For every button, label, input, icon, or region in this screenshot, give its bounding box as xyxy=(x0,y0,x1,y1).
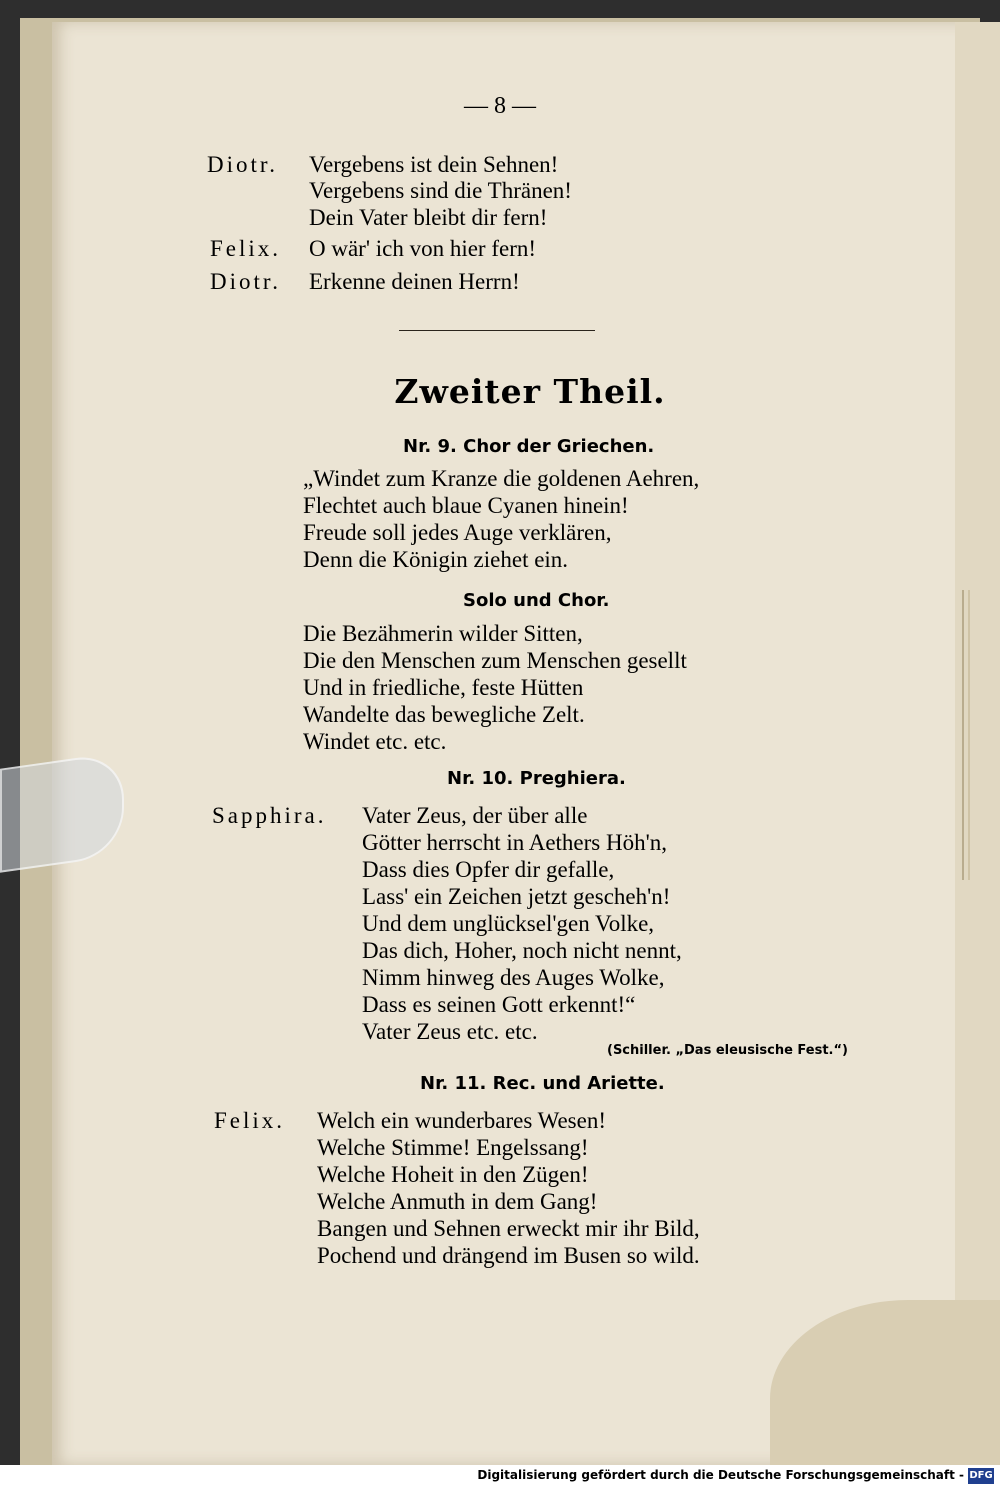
page-number: — 8 — xyxy=(464,93,536,119)
speaker-label: Diotr. xyxy=(207,152,279,177)
speaker-label: Sapphira. xyxy=(212,803,327,828)
dfg-logo: DFG xyxy=(968,1468,994,1484)
section-heading: Solo und Chor. xyxy=(463,590,610,611)
verse-line: Und in friedliche, feste Hütten xyxy=(303,675,584,700)
dialogue-line: O wär' ich von hier fern! xyxy=(309,236,537,261)
verse-line: „Windet zum Kranze die goldenen Aehren, xyxy=(303,466,700,491)
citation: (Schiller. „Das eleusische Fest.“) xyxy=(607,1043,848,1058)
section-heading: Nr. 11. Rec. und Ariette. xyxy=(420,1073,665,1094)
verse-line: Dass dies Opfer dir gefalle, xyxy=(362,857,615,882)
verse-line: Lass' ein Zeichen jetzt gescheh'n! xyxy=(362,884,671,909)
speaker-label: Diotr. xyxy=(210,269,282,294)
funding-notice: Digitalisierung gefördert durch die Deutsche Forschungsgemeinschaft - xyxy=(477,1468,964,1482)
verse-line: Nimm hinweg des Auges Wolke, xyxy=(362,965,665,990)
footer-bar xyxy=(0,1465,1000,1488)
verse-line: Vater Zeus etc. etc. xyxy=(362,1019,538,1044)
verse-line: Welche Anmuth in dem Gang! xyxy=(317,1189,598,1214)
verse-line: Vater Zeus, der über alle xyxy=(362,803,588,828)
dialogue-line: Erkenne deinen Herrn! xyxy=(309,269,520,294)
speaker-label: Felix. xyxy=(214,1108,286,1133)
verse-line: Bangen und Sehnen erweckt mir ihr Bild, xyxy=(317,1216,700,1241)
speaker-label: Felix. xyxy=(210,236,282,261)
binding-thread xyxy=(962,590,970,880)
verse-line: Die Bezähmerin wilder Sitten, xyxy=(303,621,583,646)
dialogue-line: Dein Vater bleibt dir fern! xyxy=(309,205,548,230)
part-title: Zweiter Theil. xyxy=(394,372,666,411)
dialogue-line: Vergebens ist dein Sehnen! xyxy=(309,152,559,177)
section-heading: Nr. 9. Chor der Griechen. xyxy=(403,436,655,457)
verse-line: Denn die Königin ziehet ein. xyxy=(303,547,569,572)
verse-line: Die den Menschen zum Menschen gesellt xyxy=(303,648,687,673)
verse-line: Und dem unglücksel'gen Volke, xyxy=(362,911,655,936)
dialogue-line: Vergebens sind die Thränen! xyxy=(309,178,572,203)
verse-line: Götter herrscht in Aethers Höh'n, xyxy=(362,830,667,855)
verse-line: Flechtet auch blaue Cyanen hinein! xyxy=(303,493,629,518)
verse-line: Windet etc. etc. xyxy=(303,729,447,754)
verse-line: Wandelte das bewegliche Zelt. xyxy=(303,702,585,727)
verse-line: Welch ein wunderbares Wesen! xyxy=(317,1108,607,1133)
verse-line: Dass es seinen Gott erkennt!“ xyxy=(362,992,636,1017)
verse-line: Welche Stimme! Engelssang! xyxy=(317,1135,589,1160)
verse-line: Das dich, Hoher, noch nicht nennt, xyxy=(362,938,682,963)
verse-line: Pochend und drängend im Busen so wild. xyxy=(317,1243,700,1268)
verse-line: Freude soll jedes Auge verklären, xyxy=(303,520,612,545)
section-heading: Nr. 10. Preghiera. xyxy=(447,768,626,789)
section-divider xyxy=(399,330,595,331)
verse-line: Welche Hoheit in den Zügen! xyxy=(317,1162,589,1187)
